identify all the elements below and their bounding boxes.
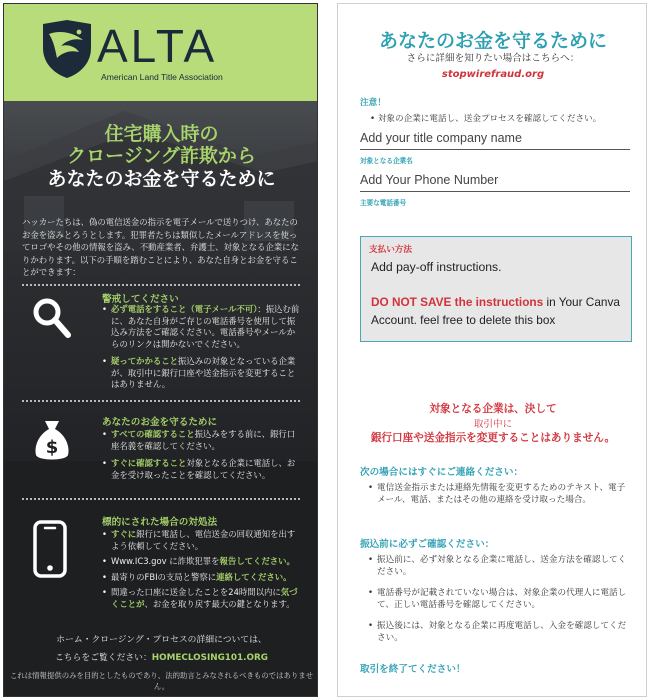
list-item: • 電信送金指示または連絡先情報を変更するためのテキスト、電子メール、電話、またはその他の連絡を受け取った場合。 (368, 482, 633, 506)
caution-item: • 対象の企業に電話し、送金プロセスを確認してください。 (370, 114, 602, 124)
logo-subtitle: American Land Title Association (101, 72, 223, 82)
list-item (102, 572, 302, 584)
divider (22, 400, 300, 402)
payment-line-1: Add pay-off instructions. (371, 260, 502, 274)
title-line-2: クロージング詐欺から (67, 145, 256, 167)
list-item: • 振込前に、必ず対象となる企業に電話し、送金方法を確認してください。 (368, 554, 633, 578)
list-item-text: 振込みの対象となっている企業が、取引中に銀行口座や送金指示を変更することはありません。 (111, 356, 296, 389)
list-item-text: 対象となる企業に電話し、お金を受け取ったことを確認してください。 (111, 458, 296, 480)
section-3-title: 標的にされた場合の対処法 (102, 517, 218, 528)
divider (22, 284, 300, 286)
closing-text: 取引を終了てください！ (360, 664, 466, 675)
footer-line-1: ホーム・クロージング・プロセスの詳細については、 (56, 635, 267, 645)
list-item (102, 529, 302, 552)
payment-line-2-text: in Your Canva Account. feel free to delete this box (371, 295, 620, 327)
eagle-shield-icon (39, 18, 95, 80)
list-item-highlight: すぐに確認すること (111, 458, 187, 468)
list-item (102, 304, 302, 350)
phone-number-field[interactable]: Add Your Phone Number (360, 173, 630, 192)
logo-wordmark: ALTA (97, 20, 218, 72)
stopwirefraud-link[interactable]: stopwirefraud.org (441, 69, 545, 80)
company-name-field[interactable]: Add your title company name (360, 131, 630, 150)
right-title: あなたのお金を守るために (378, 30, 607, 52)
contact-heading: 次の場合にはすぐにご連絡ください： (360, 467, 524, 478)
warning-line-2 (338, 416, 648, 430)
confirm-list (368, 554, 633, 653)
company-name-label: 対象となる企業名 (360, 157, 413, 165)
svg-text:$: $ (45, 437, 59, 458)
divider (22, 498, 300, 500)
footer-disclaimer: これは情報提供のみを目的としたものであり、法的助言とみなされるべきものではありません。 (9, 671, 314, 691)
list-item-text: 振込みをする前に、銀行口座名義を確認してください。 (111, 429, 296, 451)
caution-item-text: 対象の企業に電話し、送金プロセスを確認してください。 (377, 114, 602, 124)
list-item: • 電話番号が記載されていない場合は、対象企業の代理人に電話して、正しい電話番号を確認してください。 (368, 587, 633, 611)
section-1-list (102, 304, 302, 395)
list-item (102, 458, 302, 481)
title-line-1: 住宅購入時の (104, 123, 219, 145)
section-3-list (102, 529, 302, 614)
list-item-highlight: 連絡してください。 (216, 571, 292, 582)
list-item-highlight: 疑ってかかること (111, 356, 178, 366)
money-bag-icon (32, 417, 72, 473)
footer-line-2 (4, 650, 318, 663)
list-item-highlight: 必ず電話をすること（電子メール不可）： (111, 304, 266, 314)
warning-line-1: 対象となる企業は、決して (429, 403, 557, 415)
list-item-text: 最寄りのFBIの支局と警察に (111, 571, 217, 582)
list-item-text: 銀行に電話し、電信送金の回収通知を出すよう依頼してください。 (111, 529, 296, 551)
title-line-3: あなたのお金を守るために (47, 168, 276, 190)
warning-line-2-text: 取引中に (473, 419, 513, 430)
list-item-highlight: すべての確認すること (111, 429, 195, 439)
section-2-title: あなたのお金を守るために (102, 417, 218, 428)
section-1-title: 警戒してください (102, 294, 179, 305)
list-item (102, 556, 302, 568)
list-item-highlight: 気づくことが (111, 587, 298, 609)
right-flyer-panel (337, 3, 647, 697)
warning-line-3: 銀行口座や送金指示を変更することはありません。 (370, 432, 616, 444)
phone-number-label: 主要な電話番号 (360, 199, 407, 207)
smartphone-icon (32, 520, 72, 576)
intro-paragraph: ハッカーたちは、偽の電信送金の指示を電子メールで送りつけ、あなたのお金を盗みとろうとします。犯罪者たちは類似したメールアドレスを使ってロゴやその他の情報を盗み、不動産業者、弁護士、対象となる企業になりかわります。以下の手順を踏むことにより、あなた自身とお金を守ることができます： (22, 217, 299, 278)
list-item-text: 間違った口座に送金したことを24時間以内に (111, 587, 281, 597)
list-item-text: 、お金を取り戻す最大の鍵となります。 (144, 598, 295, 609)
list-item-highlight: 報告してください。 (219, 556, 295, 566)
logo-banner (4, 4, 317, 101)
list-item (102, 356, 302, 391)
footer-url-link[interactable]: HOMECLOSING101.ORG (151, 653, 268, 663)
right-subtitle: さらに詳細を知りたい場合はこちらへ： (406, 53, 580, 64)
contact-list (368, 482, 633, 515)
left-flyer-panel (3, 3, 318, 697)
list-item (102, 429, 302, 452)
list-item-text: 振込む前に、あなた自身がご存じの電話番号を使用して振込み方法をご確認ください。電話番号やメールからのリンクは開かないでください。 (111, 304, 300, 349)
payment-instructions-box[interactable] (360, 236, 632, 342)
alta-logo (39, 20, 289, 90)
footer-prefix: こちらをご覧ください： (55, 653, 152, 663)
section-2-list (102, 429, 302, 485)
magnifier-icon (32, 297, 72, 353)
payment-title: 支払い方法 (369, 245, 412, 255)
payment-warning: DO NOT SAVE the instructions (371, 295, 544, 309)
list-item-text: Www.IC3.gov に詐欺犯罪を (111, 556, 220, 566)
confirm-heading: 振込前に必ずご確認ください： (360, 539, 495, 550)
payment-line-2 (371, 293, 626, 329)
caution-label: 注意！ (360, 98, 386, 108)
list-item-highlight: すぐに (111, 529, 137, 539)
list-item: • 振込後には、対象となる企業に再度電話し、入金を確認してください。 (368, 620, 633, 644)
list-item (102, 587, 302, 610)
